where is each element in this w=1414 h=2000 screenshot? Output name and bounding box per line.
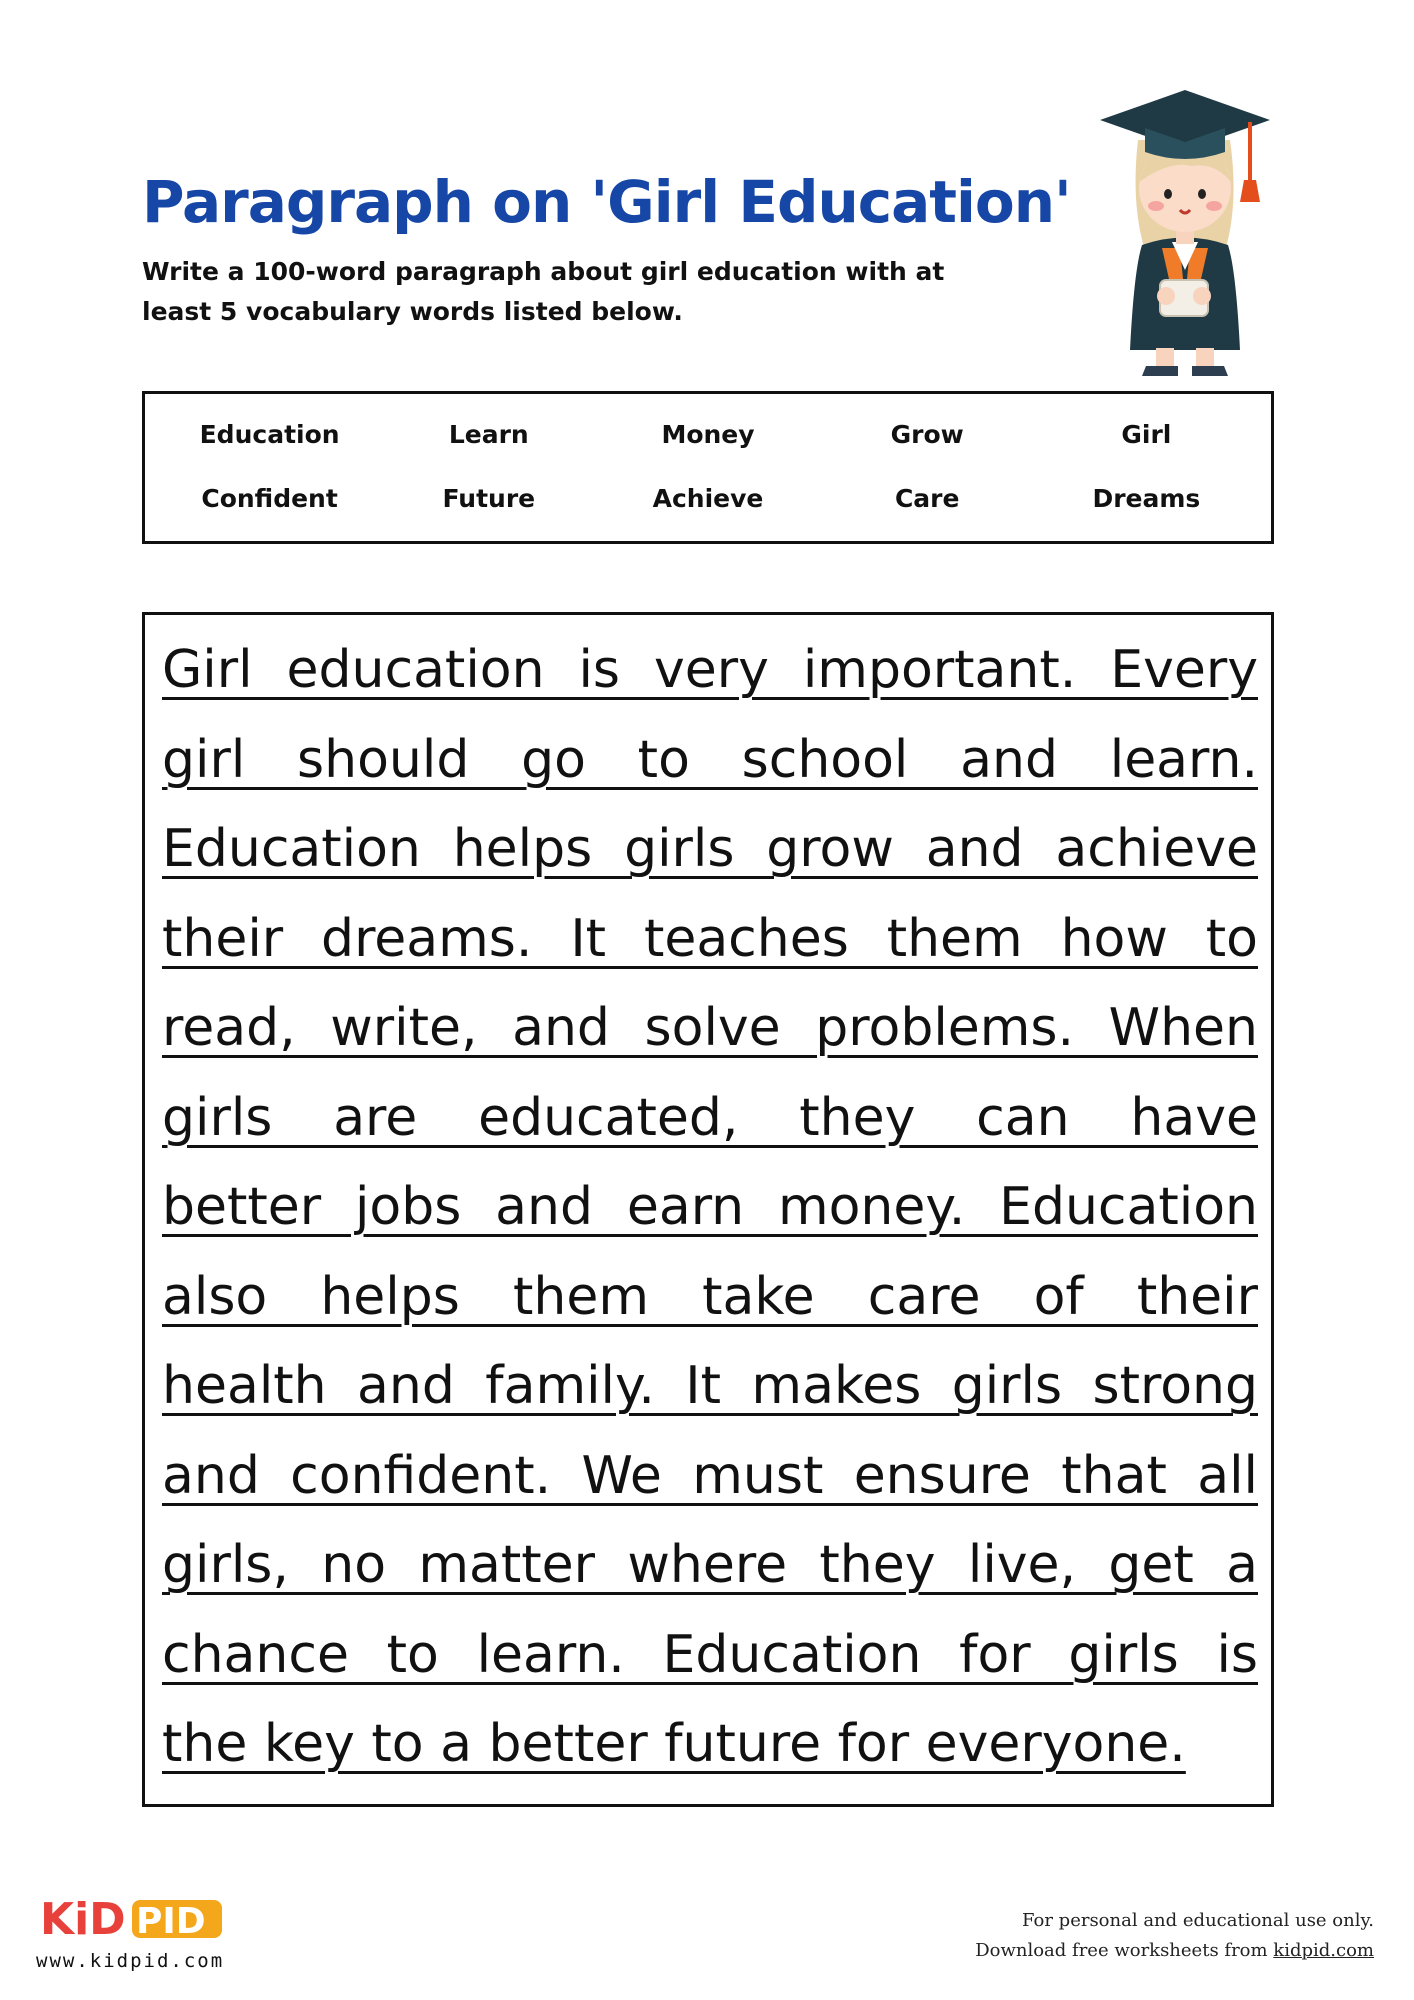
paragraph-line: better jobs and earn money. Education	[162, 1177, 1258, 1237]
vocab-word: Grow	[890, 420, 964, 449]
footer-note-prefix: Download free worksheets from	[975, 1940, 1274, 1961]
svg-text:PID: PID	[136, 1901, 206, 1942]
vocab-word: Money	[661, 420, 755, 449]
footer-link[interactable]: kidpid.com	[1273, 1940, 1374, 1961]
paragraph-line: girls are educated, they can have	[162, 1087, 1258, 1148]
paragraph-line: Education helps girls grow and achieve	[162, 819, 1258, 879]
paragraph-line: the key to a better future for everyone.	[162, 1714, 1186, 1774]
paragraph-line: and confident. We must ensure that all	[162, 1445, 1258, 1506]
website-url: www.kidpid.com	[36, 1950, 225, 1972]
vocabulary-grid	[160, 416, 1256, 518]
vocab-word: Education	[199, 420, 340, 449]
vocab-word: Girl	[1121, 420, 1172, 449]
instructions: Write a 100-word paragraph about girl education with at least 5 vocabulary words listed below.	[142, 257, 945, 326]
footer-note	[975, 1906, 1374, 1966]
vocabulary-box	[142, 391, 1274, 544]
page-title: Paragraph on 'Girl Education'	[142, 168, 1071, 236]
footer-note-line2	[975, 1936, 1374, 1966]
paragraph-line: their dreams. It teaches them how to	[162, 908, 1258, 969]
paragraph-line: read, write, and solve problems. When	[162, 998, 1258, 1058]
vocab-word: Care	[894, 484, 960, 513]
vocab-word: Confident	[201, 484, 338, 513]
vocab-word: Dreams	[1092, 484, 1201, 513]
paragraph-line: girls, no matter where they live, get a	[162, 1535, 1258, 1595]
paragraph-line: girl should go to school and learn.	[162, 729, 1258, 790]
paragraph-line: also helps them take care of their	[162, 1266, 1258, 1327]
vocab-word: Future	[442, 484, 536, 513]
paragraph-text	[162, 626, 1258, 1790]
vocab-word: Learn	[448, 420, 529, 449]
paragraph-line: health and family. It makes girls strong	[162, 1356, 1258, 1416]
paragraph-box	[142, 612, 1274, 1807]
paragraph-line: Girl education is very important. Every	[162, 640, 1258, 700]
svg-text:KiD: KiD	[40, 1894, 126, 1942]
footer-note-line1: For personal and educational use only.	[1022, 1910, 1374, 1931]
vocab-word: Achieve	[652, 484, 764, 513]
graduate-girl-icon	[1090, 70, 1280, 380]
kidpid-logo	[40, 1894, 230, 1942]
paragraph-line: chance to learn. Education for girls is	[162, 1624, 1258, 1685]
